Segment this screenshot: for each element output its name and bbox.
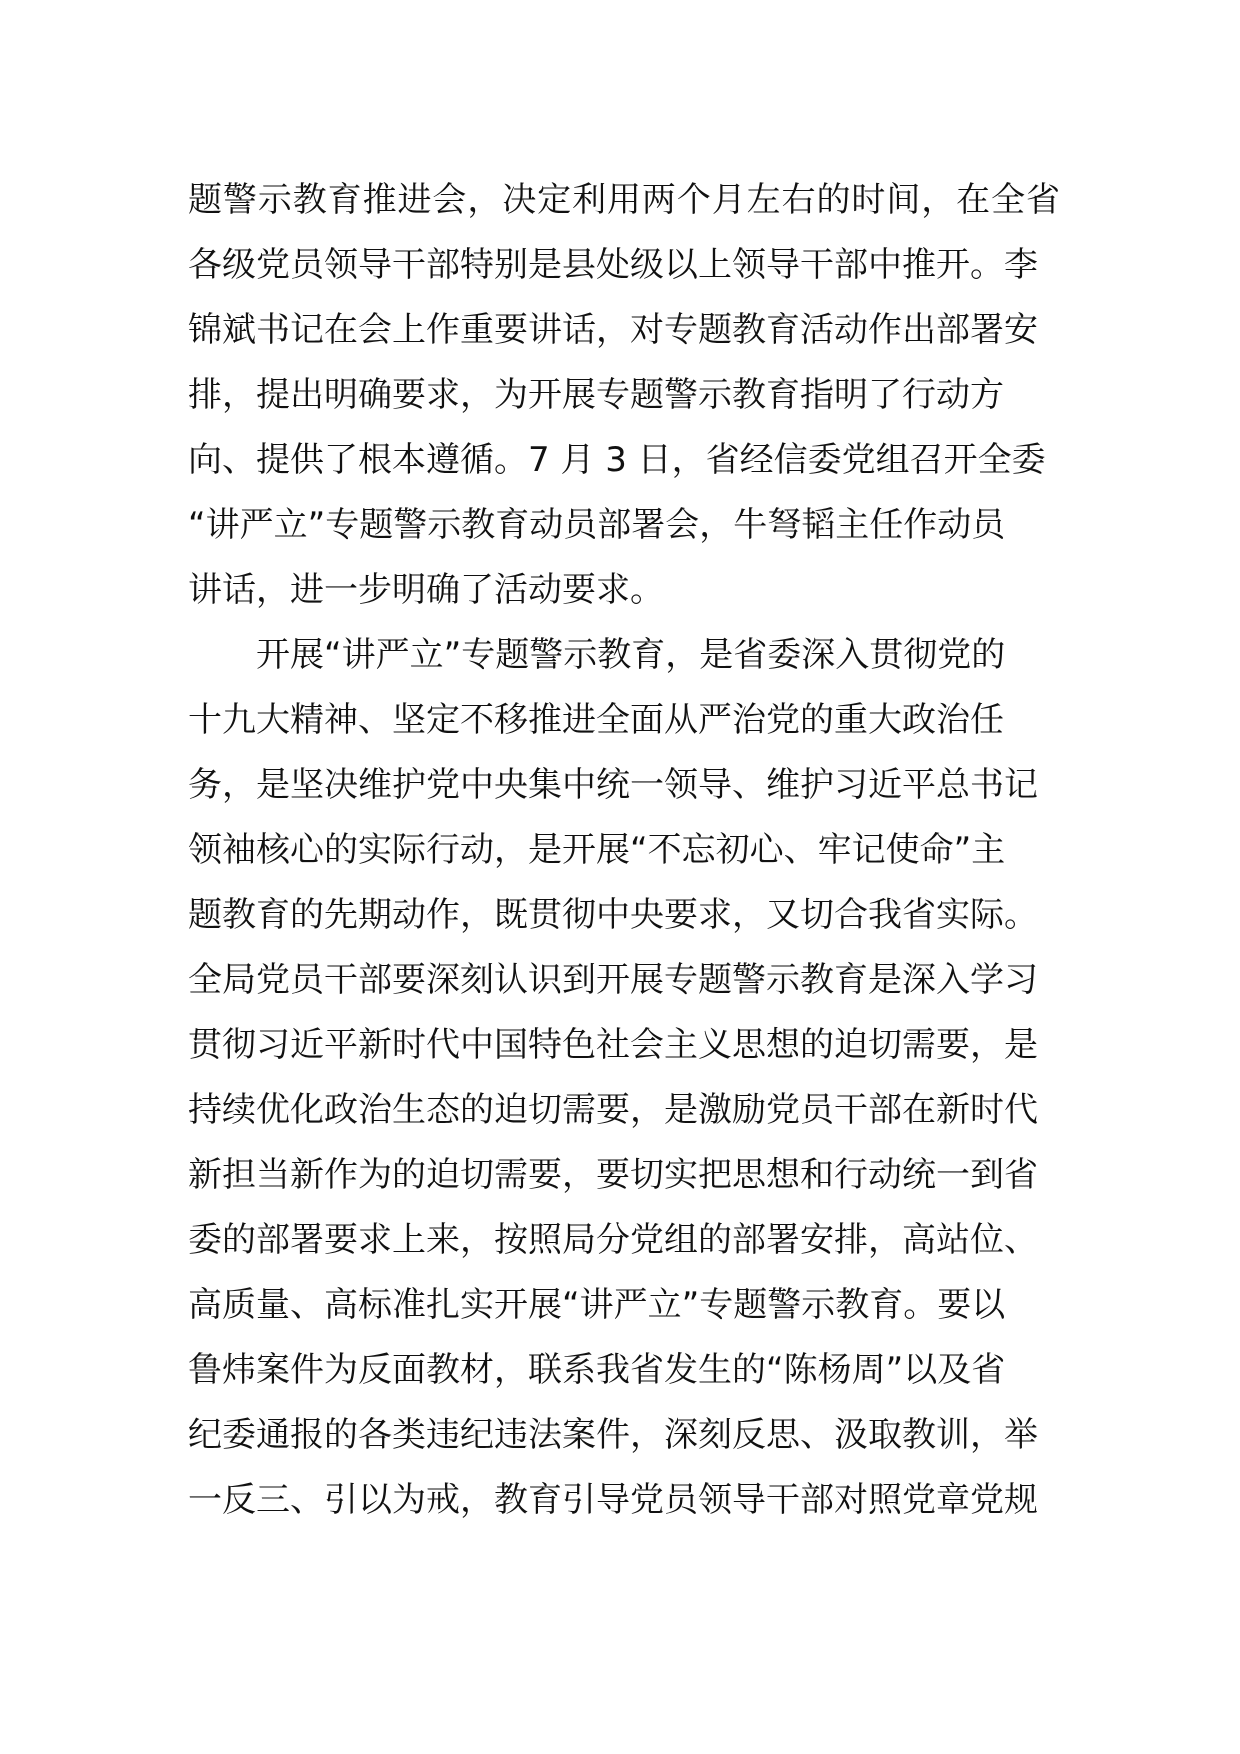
text-line: “讲严立”专题警示教育动员部署会，牛弩韬主任作动员 <box>188 505 1006 545</box>
text-line: 讲话，进一步明确了活动要求。 <box>188 570 664 610</box>
text-line: 鲁炜案件为反面教材，联系我省发生的“陈杨周”以及省 <box>188 1350 1006 1390</box>
text-line: 排，提出明确要求，为开展专题警示教育指明了行动方 <box>188 375 1004 415</box>
text-line: 持续优化政治生态的迫切需要，是激励党员干部在新时代 <box>188 1090 1038 1130</box>
text-line: 题教育的先期动作，既贯彻中央要求，又切合我省实际。 <box>188 895 1038 935</box>
text-line: 领袖核心的实际行动，是开展“不忘初心、牢记使命”主 <box>188 830 1006 870</box>
text-line: 锦斌书记在会上作重要讲话，对专题教育活动作出部署安 <box>188 310 1038 350</box>
text-line: 纪委通报的各类违纪违法案件，深刻反思、汲取教训，举 <box>188 1415 1038 1455</box>
body-text <box>188 168 1060 1533</box>
text-line: 开展“讲严立”专题警示教育，是省委深入贯彻党的 <box>256 635 1006 675</box>
text-line: 高质量、高标准扎实开展“讲严立”专题警示教育。要以 <box>188 1285 1006 1325</box>
text-line: 十九大精神、坚定不移推进全面从严治党的重大政治任 <box>188 700 1004 740</box>
text-line: 向、提供了根本遵循。7 月 3 日，省经信委党组召开全委 <box>188 440 1046 480</box>
text-line: 一反三、引以为戒，教育引导党员领导干部对照党章党规 <box>188 1480 1038 1520</box>
text-line: 贯彻习近平新时代中国特色社会主义思想的迫切需要，是 <box>188 1025 1038 1065</box>
text-line: 委的部署要求上来，按照局分党组的部署安排，高站位、 <box>188 1220 1038 1260</box>
text-line: 新担当新作为的迫切需要，要切实把思想和行动统一到省 <box>188 1155 1038 1195</box>
paragraph-1 <box>188 168 1060 623</box>
text-line: 各级党员领导干部特别是县处级以上领导干部中推开。李 <box>188 245 1038 285</box>
text-line: 题警示教育推进会，决定利用两个月左右的时间，在全省 <box>188 180 1060 220</box>
paragraph-2 <box>188 623 1060 1533</box>
text-line: 全局党员干部要深刻认识到开展专题警示教育是深入学习 <box>188 960 1038 1000</box>
text-line: 务，是坚决维护党中央集中统一领导、维护习近平总书记 <box>188 765 1038 805</box>
